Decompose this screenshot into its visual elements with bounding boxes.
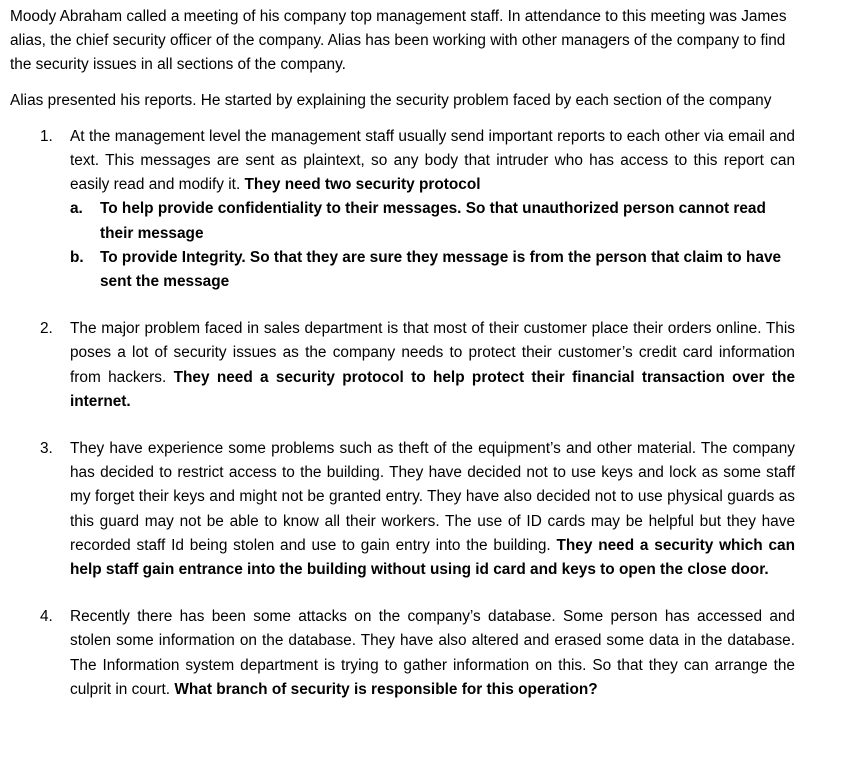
- list-item-text: They have experience some problems such as theft of the equipment’s and other material. The company has decided to restrict access to the building. They have decided not to use keys and lock as some staff my forget their keys and might not be granted entry. They have also decided not to use physical guards as this guard may not be able to know all their workers. The use of ID cards may be helpful but they have recorded staff Id being stolen and use to gain entry into the building.: [70, 440, 795, 554]
- list-number: 2.: [40, 320, 53, 338]
- list-item-bold-text: They need a security protocol to help protect their financial transaction over the internet.: [70, 368, 795, 410]
- list-item-2: [10, 317, 795, 414]
- list-item-bold-text: They need two security protocol: [244, 176, 481, 194]
- document: [10, 5, 795, 702]
- sub-item-a: [10, 197, 795, 245]
- list-item-text: Recently there has been some attacks on the company’s database. Some person has accessed and stolen some information on the database. They have also altered and erased some data in the database. The Information system department is trying to gather information on this. So that they can arrange the culprit in court.: [70, 608, 795, 698]
- sub-item-letter: b.: [70, 248, 84, 266]
- list-item-bold-text: What branch of security is responsible for this operation?: [174, 680, 598, 698]
- sub-item-b: [10, 246, 795, 294]
- intro-paragraph-2: Alias presented his reports. He started by explaining the security problem faced by each section of the company: [10, 91, 772, 109]
- sub-item-text: To help provide confidentiality to their messages. So that unauthorized person cannot read their message: [100, 200, 766, 242]
- list-number: 4.: [40, 608, 53, 626]
- list-item-3: [10, 437, 795, 582]
- list-item-bold-text: They need a security which can help staff gain entrance into the building without using id card and keys to open the close door.: [70, 536, 795, 579]
- list-item-4: [10, 605, 795, 702]
- sub-item-letter: a.: [70, 200, 83, 218]
- list-item-1: [10, 125, 795, 294]
- list-number: 1.: [40, 127, 53, 145]
- intro-paragraph-1: Moody Abraham called a meeting of his company top management staff. In attendance to this meeting was James alias, the chief security officer of the company. Alias has been working with other managers of the company to find the security issues in all sections of the company.: [10, 8, 787, 74]
- list-number: 3.: [40, 440, 53, 458]
- numbered-list: [10, 125, 795, 702]
- list-item-text: The major problem faced in sales department is that most of their customer place their orders online. This poses a lot of security issues as the company needs to protect their customer’s credit card information from hackers.: [70, 320, 795, 386]
- sub-item-text: To provide Integrity. So that they are sure they message is from the person that claim to have sent the message: [100, 248, 782, 291]
- list-item-text: At the management level the management staff usually send important reports to each other via email and text. This messages are sent as plaintext, so any body that intruder who has access to this report can easily read and modify it.: [70, 127, 795, 194]
